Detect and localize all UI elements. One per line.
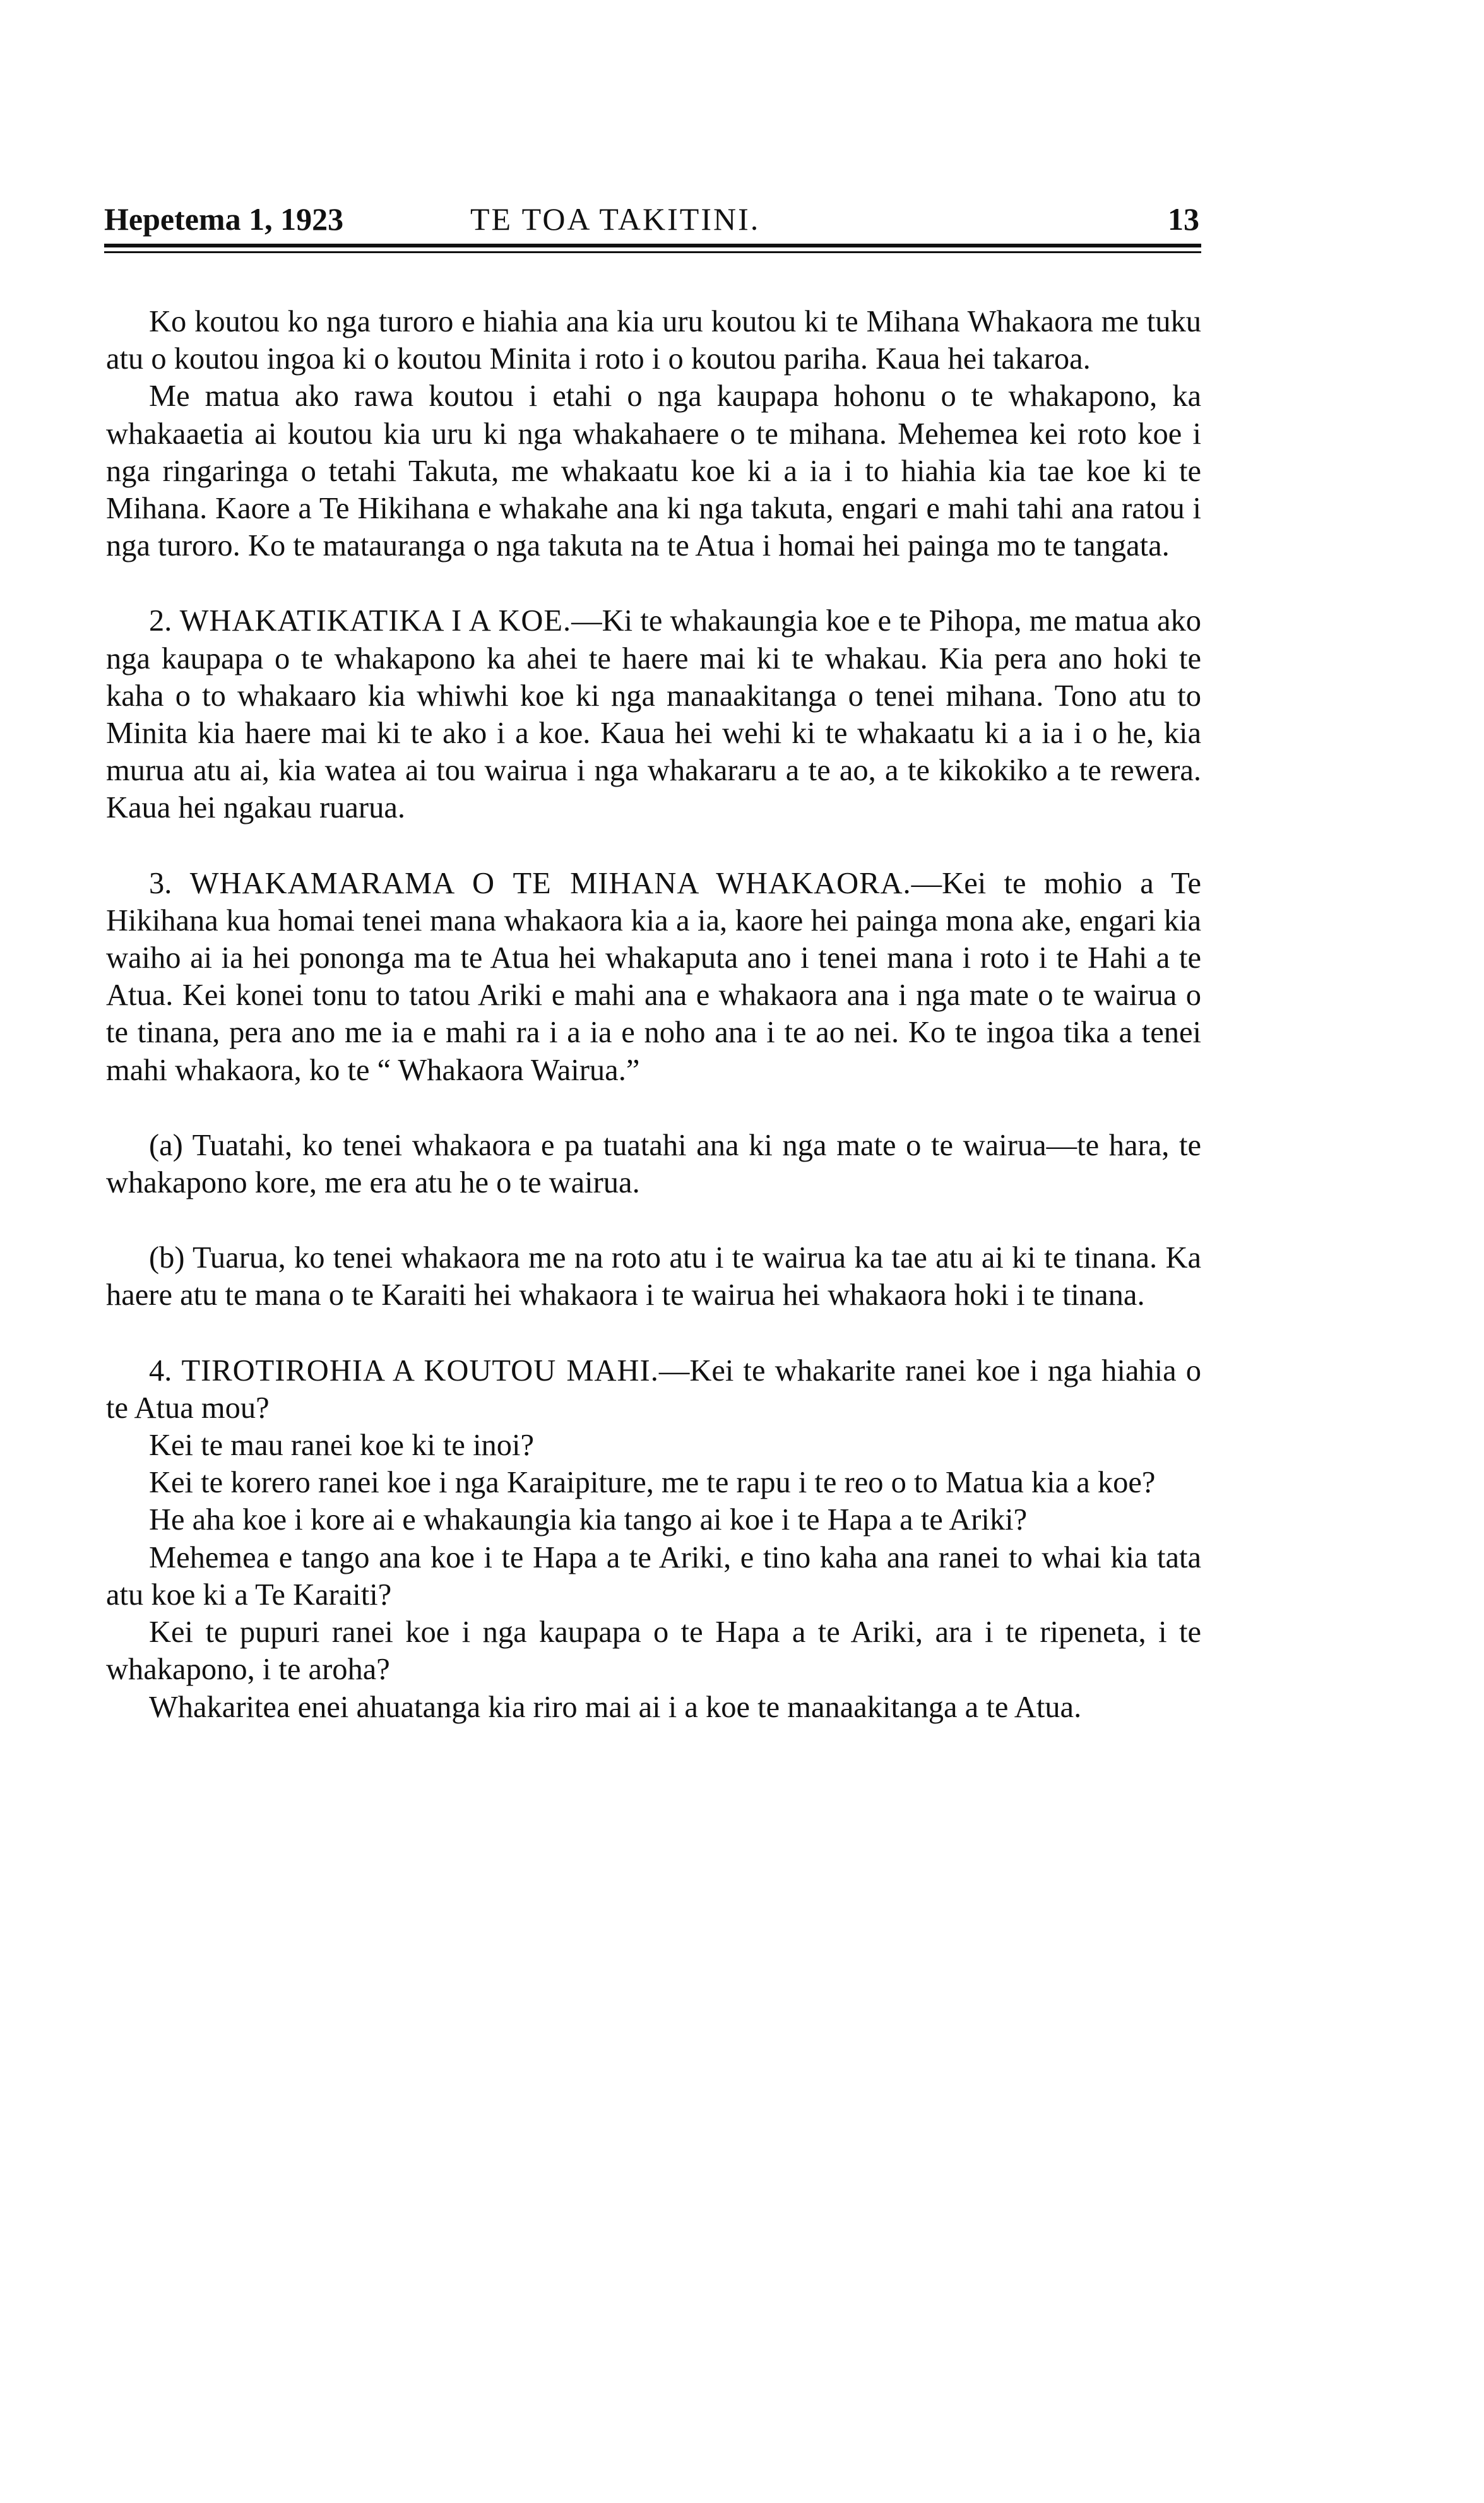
header-rule-thick — [104, 244, 1201, 247]
section-2-text: —Ki te whakaungia koe e te Pihopa, me matua ako nga kaupapa o te whakapono ka ahei te haere mai ki te whakau. Kia pera ano hoki te kaha o to whakaaro kia whiwhi koe ki nga manaakitanga o tenei mihana. Tono atu to Minita kia haere mai ki te ako i a koe. Kaua hei wehi ki te whakaatu ki a ia i o he, kia murua atu ai, kia watea ai tou wairua i nga whakararu a te ao, a te kikokiko a te rewera. Kaua hei ngakau ruarua. — [106, 604, 1201, 825]
section-3-text: —Kei te mohio a Te Hikihana kua homai tenei mana whakaora kia a ia, kaore hei painga mona ake, engari kia waiho ai ia hei pononga ma te Atua hei whakaputa ano i tenei mana i roto i te Hahi a te Atua. Kei konei tonu to tatou Ariki e mahi ana e whakaora ana i nga mate o te wairua o te tinana, pera ano me ia e mahi ra i a ia e noho ana i te ao nei. Ko te ingoa tika a tenei mahi whakaora, ko te “ Whakaora Wairua.” — [106, 866, 1201, 1087]
question-2: Kei te korero ranei koe i nga Karaipiture, me te rapu i te reo o to Matua kia a koe? — [149, 1466, 1156, 1500]
section-4-text: —Kei te whakarite ranei koe i nga hiahia o te Atua mou? — [106, 1353, 1202, 1425]
question-1: Kei te mau ranei koe ki te inoi? — [149, 1429, 535, 1463]
section-2-heading: WHAKATIKATIKA I A KOE. — [179, 604, 572, 638]
running-header — [104, 201, 1199, 245]
paragraph-intro-1: Ko koutou ko nga turoro e hiahia ana kia uru koutou ki te Mihana Whakaora me tuku atu o koutou ingoa ki o koutou Minita i roto i o koutou pariha. Kaua hei takaroa. — [106, 305, 1201, 376]
section-4-heading: TIROTIROHIA A KOUTOU MAHI. — [181, 1353, 659, 1388]
section-3 — [106, 865, 1201, 1089]
question-5: Kei te pupuri ranei koe i nga kaupapa o te Hapa a te Ariki, ara i te ripeneta, i te whakapono, i te aroha? — [106, 1615, 1201, 1687]
sub-item-b: (b) Tuarua, ko tenei whakaora me na roto atu i te wairua ka tae atu ai ki te tinana. Ka haere atu te mana o te Karaiti hei whakaora i te wairua hei whakaora hoki i te tinana. — [106, 1241, 1201, 1312]
section-2-number: 2. — [149, 604, 172, 638]
section-3-number: 3. — [149, 866, 172, 900]
section-3-heading: WHAKAMARAMA O TE MIHANA WHAKAORA. — [189, 866, 911, 900]
question-3: He aha koe i kore ai e whakaungia kia tango ai koe i te Hapa a te Ariki? — [149, 1503, 1028, 1537]
header-title: TE TOA TAKITINI. — [470, 201, 761, 237]
sub-item-a: (a) Tuatahi, ko tenei whakaora e pa tuatahi ana ki nga mate o te wairua—te hara, te whakapono kore, me era atu he o te wairua. — [106, 1128, 1201, 1200]
header-rule-thin — [104, 251, 1201, 253]
page-number: 13 — [1168, 201, 1199, 237]
section-4-number: 4. — [149, 1353, 172, 1388]
section-4 — [106, 1352, 1201, 1427]
question-4: Mehemea e tango ana koe i te Hapa a te Ariki, e tino kaha ana ranei to whai kia tata atu koe ki a Te Karaiti? — [106, 1540, 1201, 1612]
article-body — [106, 303, 1201, 1726]
paragraph-intro-2: Me matua ako rawa koutou i etahi o nga kaupapa hohonu o te whakapono, ka whakaaetia ai koutou kia uru ki nga whakahaere o te mihana. Mehemea kei roto koe i nga ringaringa o tetahi Takuta, me whakaatu koe ki a ia i to hiahia kia tae koe ki te Mihana. Kaore a Te Hikihana e whakahe ana ki nga takuta, engari e mahi tahi ana ratou i nga turoro. Ko te matauranga o nga takuta na te Atua i homai hei painga mo te tangata. — [106, 379, 1201, 563]
header-date: Hepetema 1, 1923 — [104, 201, 344, 237]
closing-line: Whakaritea enei ahuatanga kia riro mai ai i a koe te manaakitanga a te Atua. — [149, 1690, 1082, 1724]
section-2 — [106, 602, 1201, 826]
